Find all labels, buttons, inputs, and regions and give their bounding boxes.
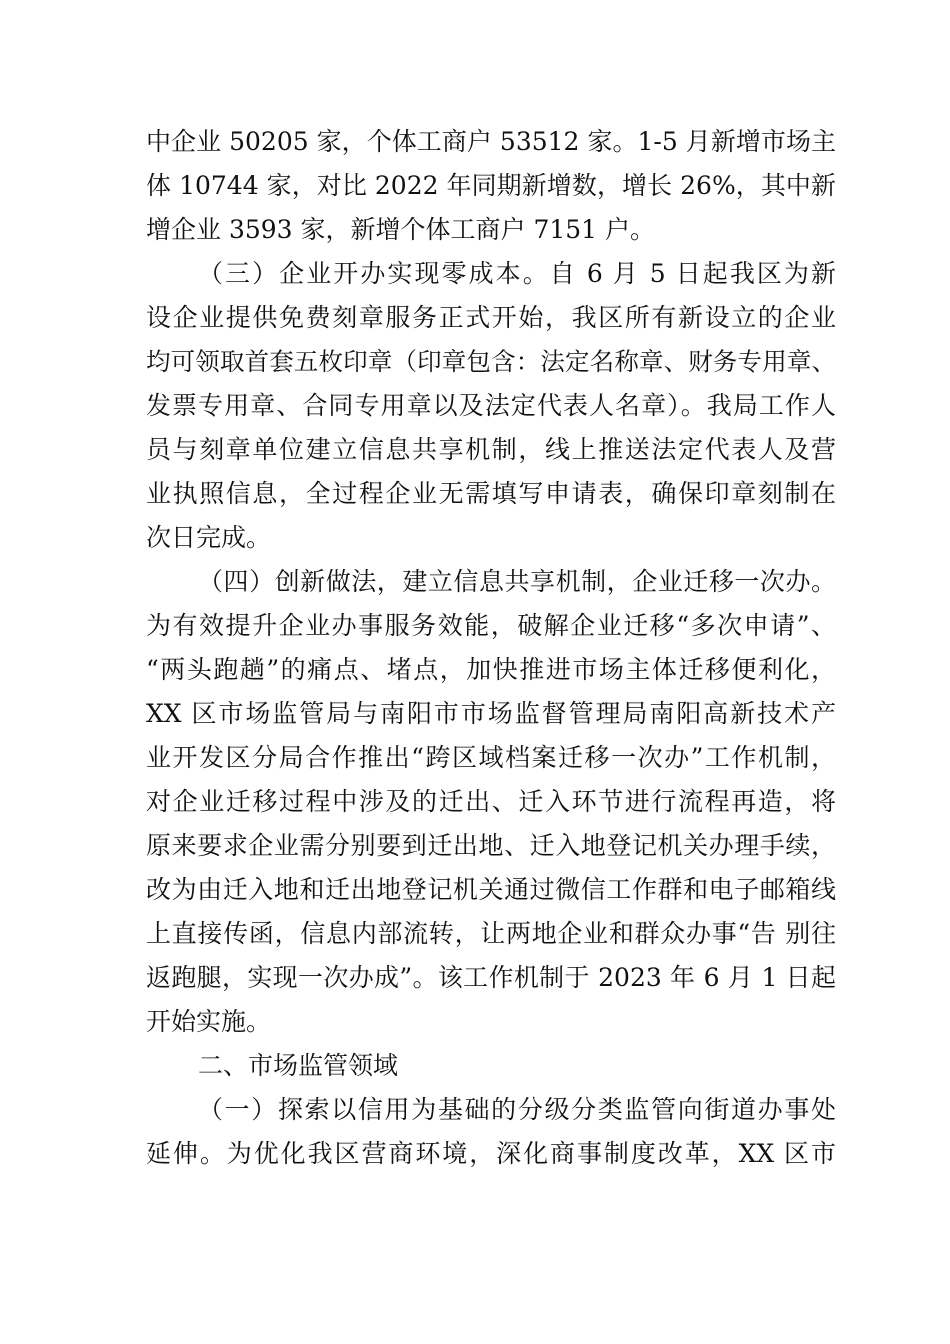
text-line: 中企业 50205 家，个体工商户 53512 家。1-5 月新增市场主 [146,127,836,156]
text-line: XX 区市场监管局与南阳市市场监督管理局南阳高新技术产 [146,699,836,728]
text-line: 对企业迁移过程中涉及的迁出、迁入环节进行流程再造，将 [146,787,836,816]
section-heading: 二、市场监管领域 [198,1051,399,1080]
paragraph-heading-line: （四）创新做法，建立信息共享机制，企业迁移一次办。 [198,567,836,596]
text-line: 改为由迁入地和迁出地登记机关通过微信工作群和电子邮箱线 [146,875,836,904]
text-line: 次日完成。 [146,523,272,552]
text-line: 返跑腿，实现一次办成”。该工作机制于 2023 年 6 月 1 日起 [146,963,836,992]
document-body [146,120,836,1176]
paragraph-heading-line: （三）企业开办实现零成本。自 6 月 5 日起我区为新 [198,259,836,288]
paragraph-heading-line: （一）探索以信用为基础的分级分类监管向街道办事处 [198,1095,836,1124]
text-line: 发票专用章、合同专用章以及法定代表人名章）。我局工作人 [146,391,836,420]
text-line: 延伸。为优化我区营商环境，深化商事制度改革，XX 区市 [146,1139,836,1168]
text-line: 业执照信息，全过程企业无需填写申请表，确保印章刻制在 [146,479,836,508]
text-line: 原来要求企业需分别要到迁出地、迁入地登记机关办理手续， [146,831,836,860]
text-line: 开始实施。 [146,1007,272,1036]
text-line: 设企业提供免费刻章服务正式开始，我区所有新设立的企业 [146,303,836,332]
text-line: 增企业 3593 家，新增个体工商户 7151 户。 [146,215,656,244]
text-line: 均可领取首套五枚印章（印章包含：法定名称章、财务专用章、 [146,347,836,376]
text-line: 员与刻章单位建立信息共享机制，线上推送法定代表人及营 [146,435,836,464]
text-line: 为有效提升企业办事服务效能，破解企业迁移“多次申请”、 [146,611,836,640]
text-line: 体 10744 家，对比 2022 年同期新增数，增长 26%，其中新 [146,171,836,200]
text-line: “两头跑趟”的痛点、堵点，加快推进市场主体迁移便利化， [146,655,836,684]
text-line: 上直接传函，信息内部流转，让两地企业和群众办事“告 别往 [146,919,836,948]
text-line: 业开发区分局合作推出“跨区域档案迁移一次办”工作机制， [146,743,836,772]
